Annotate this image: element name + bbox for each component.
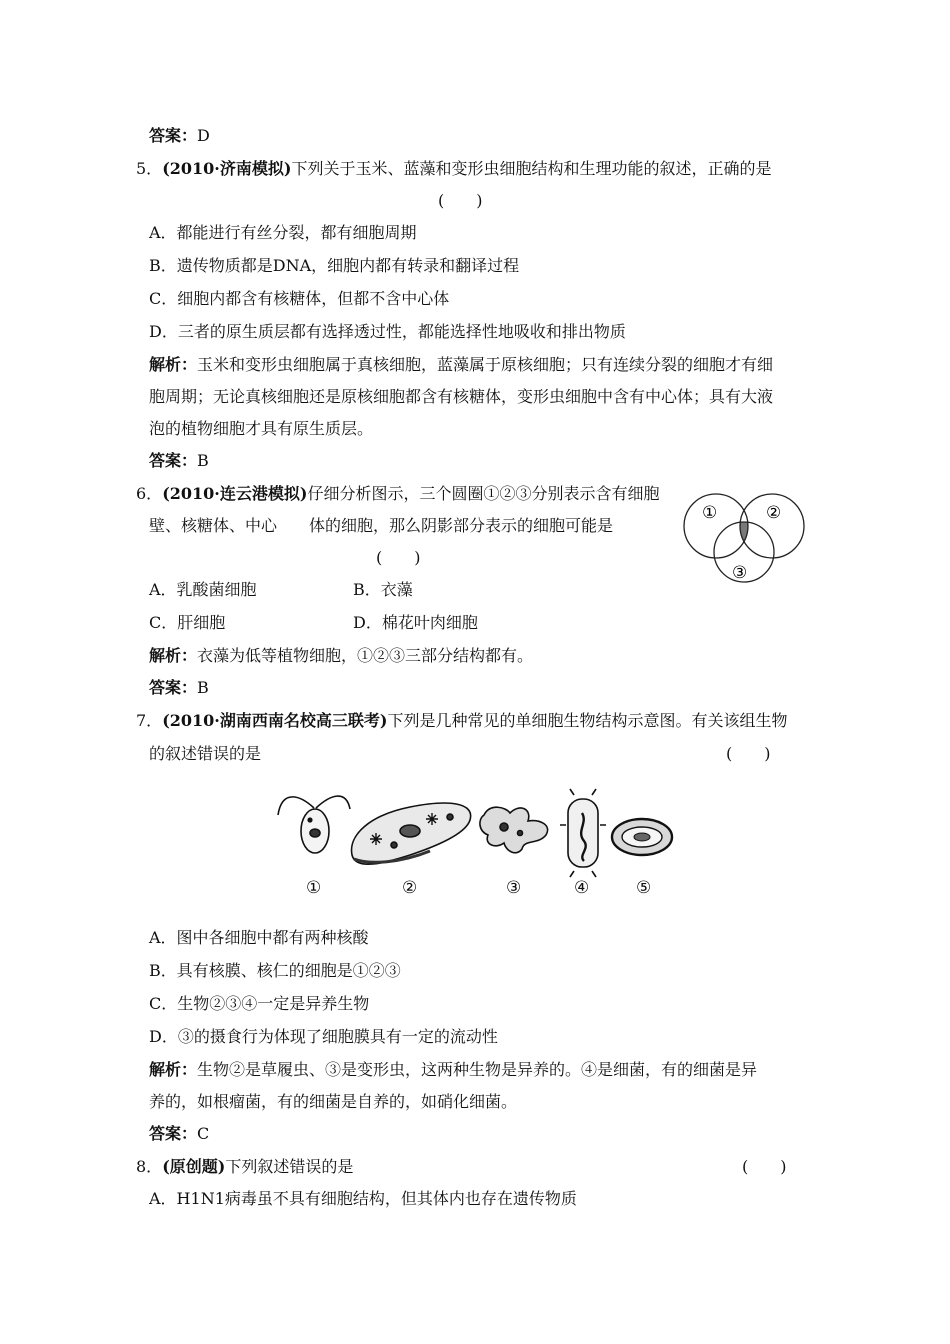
q7-blank: ( ) xyxy=(726,744,771,763)
figure-label-4: ④ xyxy=(574,878,590,898)
answer-label: 答案： xyxy=(149,126,198,145)
q5-analysis-line-1 xyxy=(149,355,773,375)
q5-option-a: A．都能进行有丝分裂，都有细胞周期 xyxy=(149,223,417,242)
q4-answer xyxy=(149,126,210,146)
venn-label-1: ① xyxy=(702,503,718,523)
figure-label-1: ① xyxy=(306,878,322,898)
analysis-label: 解析： xyxy=(149,1060,198,1079)
answer-value: C xyxy=(197,1124,210,1143)
answer-value: B xyxy=(197,678,209,697)
q5-analysis-line-3: 泡的植物细胞才具有原生质层。 xyxy=(149,419,374,438)
answer-label: 答案： xyxy=(149,451,198,470)
organisms-figure xyxy=(270,775,680,905)
analysis-text: 玉米和变形虫细胞属于真核细胞，蓝藻属于原核细胞；只有连续分裂的细胞才有细 xyxy=(197,355,774,374)
q5-option-c: C．细胞内都含有核糖体，但都不含中心体 xyxy=(149,289,450,308)
question-number: 8． xyxy=(136,1157,163,1176)
analysis-label: 解析： xyxy=(149,646,198,665)
question-number: 7． xyxy=(136,711,163,730)
q8-stem xyxy=(136,1157,353,1177)
q7-option-d: D．③的摄食行为体现了细胞膜具有一定的流动性 xyxy=(149,1027,498,1046)
answer-value: D xyxy=(197,126,210,145)
question-text: 下列是几种常见的单细胞生物结构示意图。有关该组生物 xyxy=(387,711,788,730)
analysis-label: 解析： xyxy=(149,355,198,374)
venn-label-2: ② xyxy=(766,503,782,523)
figure-label-3: ③ xyxy=(506,878,522,898)
q6-option-a: A．乳酸菌细胞 xyxy=(149,580,257,599)
q6-stem-line-2: 壁、核糖体、中心 体的细胞，那么阴影部分表示的细胞可能是 xyxy=(149,516,614,535)
question-text: 仔细分析图示，三个圆圈①②③分别表示含有细胞 xyxy=(307,484,660,503)
q7-answer xyxy=(149,1124,209,1144)
answer-label: 答案： xyxy=(149,1124,198,1143)
q7-option-c: C．生物②③④一定是异养生物 xyxy=(149,994,370,1013)
figure-label-5: ⑤ xyxy=(636,878,652,898)
q6-analysis xyxy=(149,646,533,666)
q7-option-a: A．图中各细胞中都有两种核酸 xyxy=(149,928,369,947)
q7-analysis-line-2: 养的，如根瘤菌，有的细菌是自养的，如硝化细菌。 xyxy=(149,1092,518,1111)
question-source: (原创题) xyxy=(162,1157,226,1176)
organism-4-bacterium xyxy=(560,789,606,877)
q5-option-d: D．三者的原生质层都有选择透过性，都能选择性地吸收和排出物质 xyxy=(149,322,626,341)
answer-value: B xyxy=(197,451,209,470)
q6-option-d: D．棉花叶肉细胞 xyxy=(353,613,478,632)
question-text: 下列叙述错误的是 xyxy=(225,1157,354,1176)
q8-blank: ( ) xyxy=(742,1157,787,1176)
organism-2-paramecium xyxy=(352,803,471,864)
question-source: (2010·湖南西南名校高三联考) xyxy=(162,711,388,730)
q6-blank: ( ) xyxy=(376,548,421,567)
q6-option-b: B．衣藻 xyxy=(353,580,413,599)
q6-option-c: C．肝细胞 xyxy=(149,613,226,632)
q7-analysis-line-1 xyxy=(149,1060,757,1080)
question-source: (2010·济南模拟) xyxy=(162,159,292,178)
q7-stem-line-2: 的叙述错误的是 xyxy=(149,744,262,763)
analysis-text: 衣藻为低等植物细胞，①②③三部分结构都有。 xyxy=(197,646,534,665)
q5-answer xyxy=(149,451,209,471)
organism-1-flagellate xyxy=(278,796,350,853)
q6-answer xyxy=(149,678,209,698)
q5-option-b: B．遗传物质都是DNA，细胞内都有转录和翻译过程 xyxy=(149,256,520,275)
question-source: (2010·连云港模拟) xyxy=(162,484,308,503)
question-text: 下列关于玉米、蓝藻和变形虫细胞结构和生理功能的叙述，正确的是 xyxy=(291,159,772,178)
figure-label-2: ② xyxy=(402,878,418,898)
question-number: 5． xyxy=(136,159,163,178)
q7-option-b: B．具有核膜、核仁的细胞是①②③ xyxy=(149,961,401,980)
q5-blank: ( ) xyxy=(438,191,483,210)
question-number: 6． xyxy=(136,484,163,503)
q8-option-a: A．H1N1病毒虽不具有细胞结构，但其体内也存在遗传物质 xyxy=(149,1189,577,1208)
venn-diagram xyxy=(680,488,808,584)
organism-3-amoeba xyxy=(480,807,548,853)
organism-5-oval-cell xyxy=(612,819,672,855)
analysis-text: 生物②是草履虫、③是变形虫，这两种生物是异养的。④是细菌，有的细菌是异 xyxy=(197,1060,758,1079)
q7-stem-line-1 xyxy=(136,711,787,731)
q6-stem-line-1 xyxy=(136,484,659,504)
answer-label: 答案： xyxy=(149,678,198,697)
venn-label-3: ③ xyxy=(732,563,748,583)
q5-stem xyxy=(136,159,771,179)
q5-analysis-line-2: 胞周期；无论真核细胞还是原核细胞都含有核糖体，变形虫细胞中含有中心体；具有大液 xyxy=(149,387,774,406)
